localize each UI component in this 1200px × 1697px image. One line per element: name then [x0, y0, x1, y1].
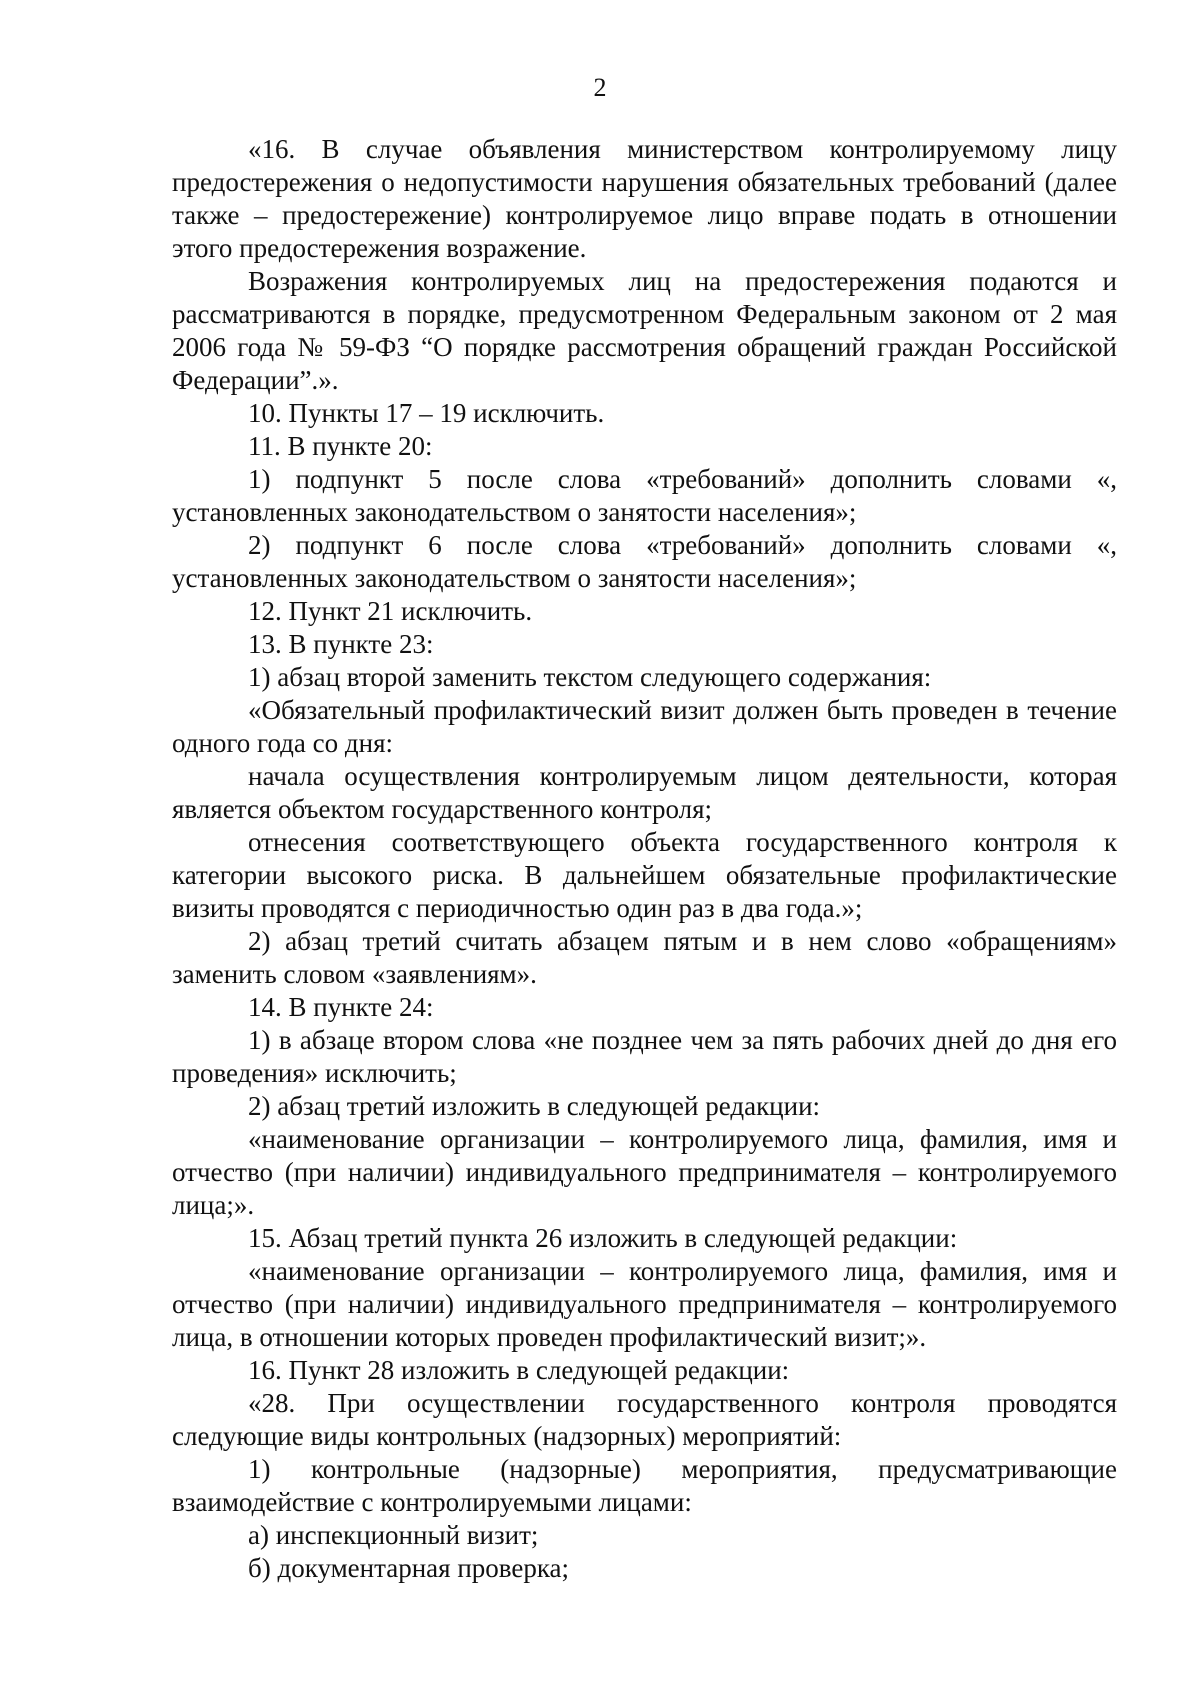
paragraph: Возражения контролируемых лиц на предостережения подаются и рассматриваются в порядке, предусмотренном Федеральным законом от 2 мая 2006 года № 59-ФЗ “О порядке рассмотрения обращений граждан Российской Федерации”.». — [172, 266, 1117, 395]
paragraph: 15. Абзац третий пункта 26 изложить в следующей редакции: — [248, 1223, 958, 1253]
paragraph: 2) подпункт 6 после слова «требований» дополнить словами «, установленных законодательством о занятости населения»; — [172, 530, 1117, 593]
paragraph: 14. В пункте 24: — [248, 992, 434, 1022]
paragraph: 1) подпункт 5 после слова «требований» дополнить словами «, установленных законодательством о занятости населения»; — [172, 464, 1117, 527]
paragraph: 10. Пункты 17 – 19 исключить. — [248, 398, 605, 428]
paragraph: а) инспекционный визит; — [248, 1520, 539, 1550]
paragraph: «наименование организации – контролируемого лица, фамилия, имя и отчество (при наличии) индивидуального предпринимателя – контролируемого лица;». — [172, 1124, 1117, 1220]
paragraph: 11. В пункте 20: — [248, 431, 433, 461]
paragraph: «28. При осуществлении государственного контроля проводятся следующие виды контрольных (надзорных) мероприятий: — [172, 1388, 1117, 1451]
paragraph: 2) абзац третий считать абзацем пятым и в нем слово «обращениям» заменить словом «заявлениям». — [172, 926, 1117, 989]
paragraph: 1) в абзаце втором слова «не позднее чем за пять рабочих дней до дня его проведения» исключить; — [172, 1025, 1117, 1088]
paragraph: 1) абзац второй заменить текстом следующего содержания: — [248, 662, 932, 692]
paragraph: «Обязательный профилактический визит должен быть проведен в течение одного года со дня: — [172, 695, 1117, 758]
paragraph: 12. Пункт 21 исключить. — [248, 596, 533, 626]
document-body — [172, 133, 1117, 1585]
paragraph: 16. Пункт 28 изложить в следующей редакции: — [248, 1355, 790, 1385]
paragraph: 2) абзац третий изложить в следующей редакции: — [248, 1091, 821, 1121]
page-number: 2 — [593, 73, 607, 102]
paragraph: 1) контрольные (надзорные) мероприятия, предусматривающие взаимодействие с контролируемыми лицами: — [172, 1454, 1117, 1517]
paragraph: «16. В случае объявления министерством контролируемому лицу предостережения о недопустимости нарушения обязательных требований (далее также – предостережение) контролируемое лицо вправе подать в отношении этого предостережения возражение. — [172, 134, 1117, 263]
paragraph: б) документарная проверка; — [248, 1553, 570, 1583]
paragraph: «наименование организации – контролируемого лица, фамилия, имя и отчество (при наличии) индивидуального предпринимателя – контролируемого лица, в отношении которых проведен профилактический визит;». — [172, 1256, 1117, 1352]
paragraph: отнесения соответствующего объекта государственного контроля к категории высокого риска. В дальнейшем обязательные профилактические визиты проводятся с периодичностью один раз в два года.»; — [172, 827, 1117, 923]
paragraph: начала осуществления контролируемым лицом деятельности, которая является объектом государственного контроля; — [172, 761, 1117, 824]
paragraph: 13. В пункте 23: — [248, 629, 434, 659]
